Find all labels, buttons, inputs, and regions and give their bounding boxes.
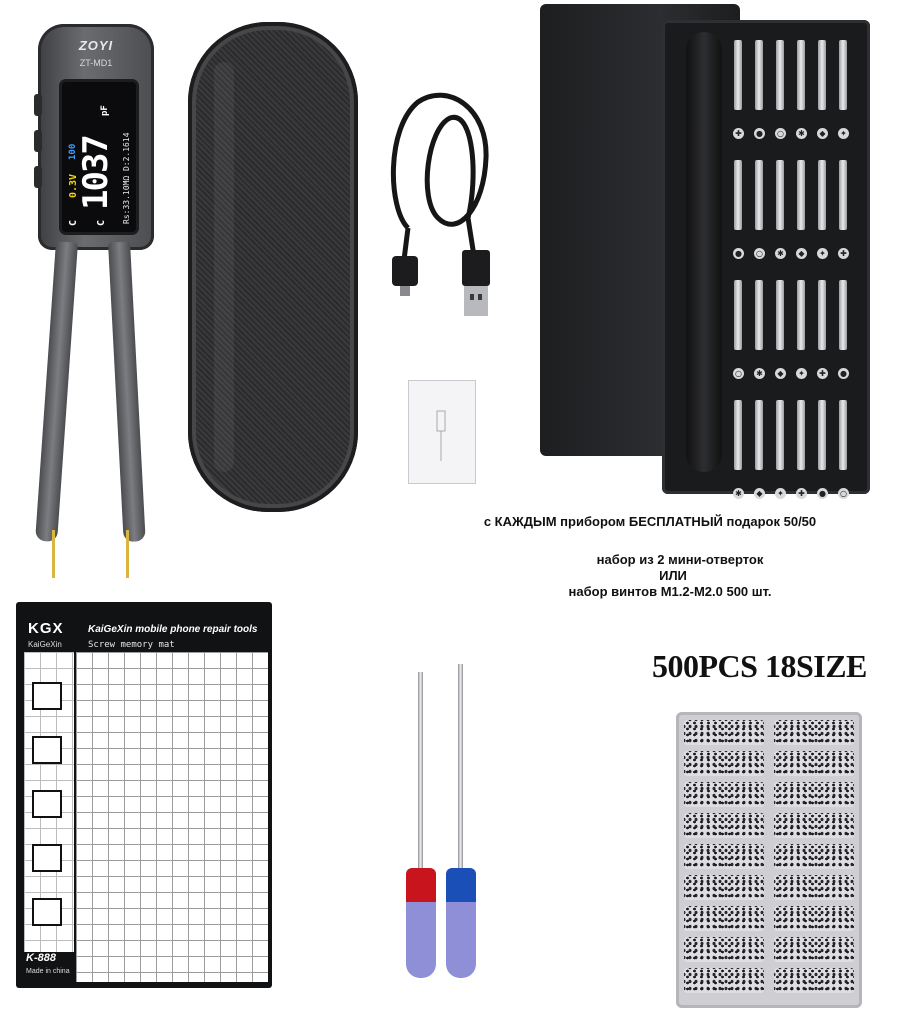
bit-slot-icon: ○ xyxy=(775,128,786,139)
bit-slot-icon: ✚ xyxy=(817,368,828,379)
bit-slot-icon: ○ xyxy=(754,248,765,259)
screw-compartment xyxy=(684,720,764,745)
screwdriver-bit xyxy=(776,160,784,230)
bit-slot-icon: ✚ xyxy=(733,128,744,139)
screen-mode-1: C xyxy=(68,219,79,226)
screen-unit: pF xyxy=(100,105,110,116)
mat-brand-sub: KaiGeXin xyxy=(28,640,62,649)
phillips-screwdriver-shaft xyxy=(418,672,423,868)
tester-side-button xyxy=(34,130,42,152)
bit-slot-icon: ✱ xyxy=(796,128,807,139)
screwdriver-bit xyxy=(839,280,847,350)
mat-origin: Made in china xyxy=(26,968,70,975)
bit-slot-icon: ✚ xyxy=(838,248,849,259)
screen-rs-line: Rs:33.10MΩ D:2.1614 xyxy=(122,132,131,224)
promo-text xyxy=(420,514,880,600)
bit-slot-icon: ◆ xyxy=(775,368,786,379)
bit-slot-icon: ● xyxy=(817,488,828,499)
screwdriver-bit xyxy=(776,280,784,350)
bit-slot-icon: ◆ xyxy=(817,128,828,139)
bit-slot-icon: ✦ xyxy=(817,248,828,259)
bit-slot-icon: ✱ xyxy=(775,248,786,259)
mat-title: KaiGeXin mobile phone repair tools xyxy=(88,624,258,635)
screw-compartment xyxy=(684,844,764,869)
screwdriver-bit xyxy=(776,40,784,110)
usb-cable-icon xyxy=(378,88,500,324)
screw-compartment xyxy=(684,906,764,931)
lcr-tester xyxy=(28,20,158,580)
promo-line-2: набор из 2 мини-отверток xyxy=(596,552,764,567)
mat-brand: KGX xyxy=(28,620,64,637)
screen-mode-2: C xyxy=(96,219,107,226)
screwdriver-bit xyxy=(839,400,847,470)
screw-compartment xyxy=(774,813,854,838)
screw-compartment xyxy=(774,751,854,776)
mat-grid xyxy=(76,652,268,982)
screw-compartment xyxy=(684,751,764,776)
screwdriver-bit xyxy=(776,400,784,470)
screw-compartment xyxy=(684,782,764,807)
mat-box xyxy=(32,844,62,872)
mat-box xyxy=(32,790,62,818)
flat-screwdriver-shaft xyxy=(458,664,463,868)
screwdriver-bit xyxy=(818,400,826,470)
screwdriver-bit xyxy=(755,160,763,230)
bit-slot-icon: ✦ xyxy=(775,488,786,499)
screw-compartment xyxy=(774,875,854,900)
mat-box xyxy=(32,682,62,710)
mat-model: K-888 xyxy=(26,952,56,964)
bit-slot-icon: ✦ xyxy=(796,368,807,379)
bit-slot-icon: ○ xyxy=(733,368,744,379)
bit-slot-icon: ◆ xyxy=(796,248,807,259)
tester-screen xyxy=(62,82,136,232)
screw-compartment xyxy=(774,906,854,931)
tester-side-button xyxy=(34,166,42,188)
promo-line-4: набор винтов M1.2-M2.0 500 шт. xyxy=(568,584,772,599)
mat-subtitle: Screw memory mat xyxy=(88,640,175,650)
mat-box xyxy=(32,898,62,926)
screwdriver-bit xyxy=(734,160,742,230)
phillips-screwdriver-handle xyxy=(406,868,436,978)
screw-compartment xyxy=(684,875,764,900)
screw-compartment xyxy=(774,937,854,962)
screen-reading: 1037 xyxy=(76,136,116,210)
tweezer-arm-left xyxy=(35,241,78,542)
bit-slot-icon: ✱ xyxy=(754,368,765,379)
screw-set-title: 500PCS 18SIZE xyxy=(652,648,867,684)
screwdriver-bit xyxy=(797,400,805,470)
screwdriver-bit xyxy=(818,280,826,350)
bit-slot-icon: ● xyxy=(838,368,849,379)
case-highlight xyxy=(214,62,234,472)
tweezer-arm-right xyxy=(108,241,146,542)
bit-slot-icon: ◆ xyxy=(754,488,765,499)
screwdriver-bit xyxy=(818,40,826,110)
screwdriver-bit xyxy=(755,280,763,350)
bit-slot-icon: ✚ xyxy=(796,488,807,499)
screw-compartment xyxy=(684,968,764,993)
promo-line-3: ИЛИ xyxy=(659,568,687,583)
zipper-case xyxy=(188,22,358,512)
screwdriver-bit xyxy=(734,40,742,110)
screwdriver-bit xyxy=(734,280,742,350)
screwdriver-bit xyxy=(839,40,847,110)
tester-side-button xyxy=(34,94,42,116)
small-package xyxy=(408,380,476,484)
promo-line-1: с КАЖДЫМ прибором БЕСПЛАТНЫЙ подарок 50/50 xyxy=(483,514,817,529)
screw-compartment xyxy=(774,844,854,869)
tester-model: ZT-MD1 xyxy=(79,58,113,68)
screw-compartment xyxy=(684,937,764,962)
screwdriver-bit xyxy=(797,160,805,230)
screwdriver-bit xyxy=(818,160,826,230)
screen-battery: 100 xyxy=(68,143,78,160)
bit-slot-icon: ○ xyxy=(838,488,849,499)
screen-voltage: 0.3V xyxy=(68,173,79,198)
tweezer-tip-left xyxy=(52,530,55,578)
tweezer-tip-right xyxy=(126,530,129,578)
bit-slot-icon: ● xyxy=(733,248,744,259)
package-screwdriver-icon xyxy=(409,381,475,483)
screw-compartment xyxy=(774,782,854,807)
bit-slot-icon: ✱ xyxy=(733,488,744,499)
screwdriver-bit xyxy=(755,40,763,110)
bit-slot-icon: ● xyxy=(754,128,765,139)
bit-slot-icon: ✦ xyxy=(838,128,849,139)
tester-brand: ZOYI xyxy=(78,38,114,53)
screwdriver-bit xyxy=(734,400,742,470)
screwdriver-bit xyxy=(755,400,763,470)
kit-handle xyxy=(686,32,722,472)
tester-body xyxy=(38,24,154,250)
screwdriver-bit xyxy=(839,160,847,230)
flat-screwdriver-handle xyxy=(446,868,476,978)
screw-compartment xyxy=(774,720,854,745)
screw-compartment xyxy=(774,968,854,993)
screw-memory-mat xyxy=(16,602,272,988)
mat-box xyxy=(32,736,62,764)
screw-compartment xyxy=(684,813,764,838)
screwdriver-bit xyxy=(797,280,805,350)
screwdriver-bit xyxy=(797,40,805,110)
